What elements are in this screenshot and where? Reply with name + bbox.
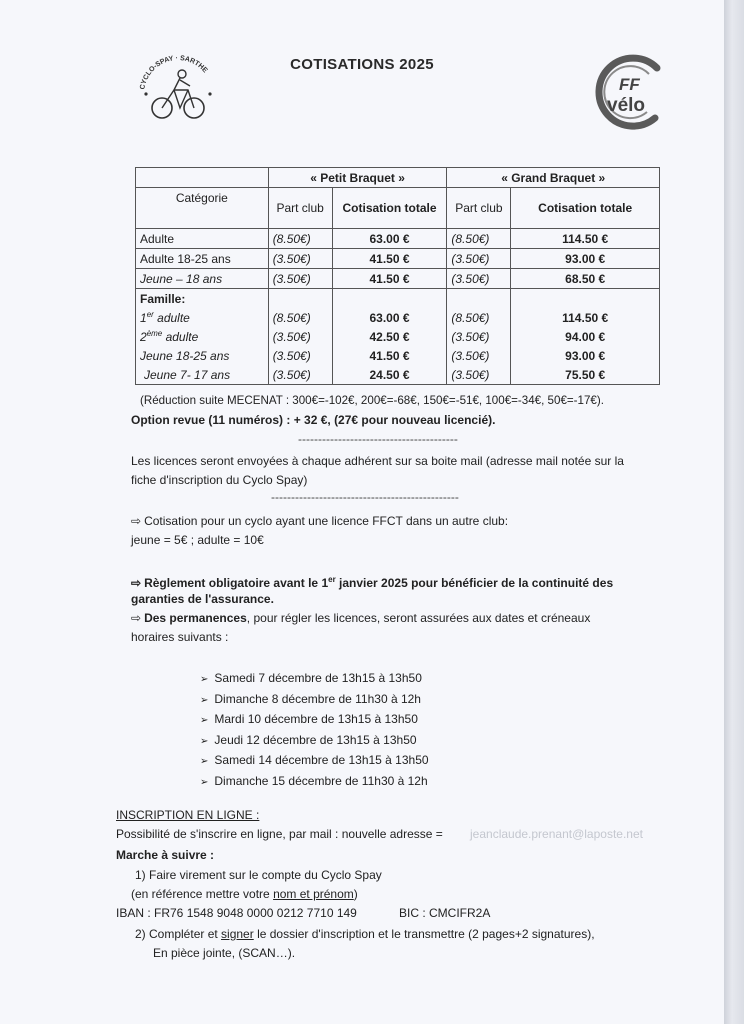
bic: BIC : CMCIFR2A (399, 906, 491, 920)
row-petit-part: (3.50€) (268, 365, 332, 385)
row-petit-part: (3.50€) (268, 327, 332, 346)
option-revue: Option revue (11 numéros) : + 32 €, (27€ pour nouveau licencié). (131, 413, 496, 427)
row-grand-total: 68.50 € (511, 269, 660, 289)
empty-cell (447, 289, 511, 309)
row-categorie: 2ème adulte (136, 327, 269, 346)
empty-cell (268, 289, 332, 309)
separator-2: ----------------------------------------------- (271, 490, 459, 504)
row-grand-part: (3.50€) (447, 346, 511, 365)
table-row (136, 308, 660, 327)
table-column-header (136, 188, 660, 229)
row-categorie: Jeune 7- 17 ans (136, 365, 269, 385)
list-item: ➢ Samedi 7 décembre de 13h15 à 13h50 (200, 669, 429, 690)
cotisation-autre-club-line-1: ⇨ Cotisation pour un cyclo ayant une licence FFCT dans un autre club: (131, 514, 509, 528)
col-petit-total: Cotisation totale (332, 188, 447, 229)
group-petit-braquet: « Petit Braquet » (268, 168, 447, 188)
reglement-line-1: ⇨ Règlement obligatoire avant le 1er janvier 2025 pour bénéficier de la continuité des (131, 575, 614, 590)
empty-corner-cell (136, 168, 269, 188)
table-group-header (136, 168, 660, 188)
step-2-line-2: En pièce jointe, (SCAN…). (153, 946, 296, 960)
row-categorie: Adulte (136, 229, 269, 249)
logo-left-text: CYCLO-SPAY · SARTHE (139, 54, 209, 91)
row-petit-total: 63.00 € (332, 308, 447, 327)
page-title: COTISATIONS 2025 (290, 56, 434, 73)
row-petit-total: 41.50 € (332, 249, 447, 269)
row-categorie: 1er adulte (136, 308, 269, 327)
col-grand-part: Part club (447, 188, 511, 229)
logo-right-ff: FF (619, 75, 640, 94)
mecenat-note: (Réduction suite MECENAT : 300€=-102€, 200€=-68€, 150€=-51€, 100€=-34€, 50€=-17€). (140, 394, 604, 407)
row-petit-total: 63.00 € (332, 229, 447, 249)
row-grand-total: 93.00 € (511, 346, 660, 365)
list-item: ➢ Samedi 14 décembre de 13h15 à 13h50 (200, 751, 429, 772)
list-item: ➢ Dimanche 8 décembre de 11h30 à 12h (200, 690, 429, 711)
row-grand-total: 93.00 € (511, 249, 660, 269)
row-grand-total: 75.50 € (511, 365, 660, 385)
empty-cell (511, 289, 660, 309)
row-petit-total: 24.50 € (332, 365, 447, 385)
row-categorie: Jeune – 18 ans (136, 269, 269, 289)
row-grand-total: 114.50 € (511, 308, 660, 327)
inscription-email-link[interactable]: jeanclaude.prenant@laposte.net (470, 827, 643, 841)
table-row (136, 249, 660, 269)
col-petit-part: Part club (268, 188, 332, 229)
table-row (136, 346, 660, 365)
step-1-line-1: 1) Faire virement sur le compte du Cyclo Spay (135, 868, 382, 882)
row-grand-part: (8.50€) (447, 229, 511, 249)
row-petit-part: (8.50€) (268, 308, 332, 327)
row-categorie: Adulte 18-25 ans (136, 249, 269, 269)
table-row-famille-label (136, 289, 660, 309)
iban: IBAN : FR76 1548 9048 0000 0212 7710 149 (116, 906, 357, 920)
row-grand-part: (3.50€) (447, 249, 511, 269)
cotisation-autre-club-line-2: jeune = 5€ ; adulte = 10€ (131, 533, 264, 547)
row-petit-total: 41.50 € (332, 269, 447, 289)
permanences-list (200, 669, 429, 793)
row-grand-total: 94.00 € (511, 327, 660, 346)
row-grand-total: 114.50 € (511, 229, 660, 249)
row-petit-total: 42.50 € (332, 327, 447, 346)
table-row (136, 327, 660, 346)
row-petit-part: (3.50€) (268, 346, 332, 365)
inscription-line-1: Possibilité de s'inscrire en ligne, par mail : nouvelle adresse = (116, 827, 443, 841)
row-petit-part: (3.50€) (268, 269, 332, 289)
row-petit-part: (3.50€) (268, 249, 332, 269)
reglement-line-2: garanties de l'assurance. (131, 592, 274, 606)
list-item: ➢ Dimanche 15 décembre de 11h30 à 12h (200, 772, 429, 793)
table-row (136, 229, 660, 249)
logo-right-velo: vélo (607, 95, 646, 116)
empty-cell (332, 289, 447, 309)
licences-line-1: Les licences seront envoyées à chaque adhérent sur sa boite mail (adresse mail notée sur la (131, 454, 624, 468)
famille-label: Famille: (136, 289, 269, 309)
permanences-line-2: horaires suivants : (131, 630, 229, 644)
separator-1: ---------------------------------------- (298, 432, 458, 446)
list-item: ➢ Mardi 10 décembre de 13h15 à 13h50 (200, 710, 429, 731)
arrow-icon: ⇨ (131, 514, 142, 528)
table-row (136, 365, 660, 385)
table-row (136, 269, 660, 289)
row-grand-part: (3.50€) (447, 365, 511, 385)
permanences-line-1: ⇨ Des permanences, pour régler les licences, seront assurées aux dates et créneaux (131, 611, 591, 625)
list-item: ➢ Jeudi 12 décembre de 13h15 à 13h50 (200, 731, 429, 752)
arrow-icon: ⇨ (131, 611, 142, 625)
col-grand-total: Cotisation totale (511, 188, 660, 229)
licences-line-2: fiche d'inscription du Cyclo Spay) (131, 473, 308, 487)
step-1-line-2: (en référence mettre votre nom et prénom) (131, 887, 358, 901)
row-grand-part: (3.50€) (447, 269, 511, 289)
page-edge (724, 0, 744, 1024)
row-grand-part: (8.50€) (447, 308, 511, 327)
row-petit-total: 41.50 € (332, 346, 447, 365)
inscription-title: INSCRIPTION EN LIGNE : (116, 808, 260, 822)
col-categorie: Catégorie (136, 188, 269, 229)
cotisations-table (135, 167, 660, 385)
row-petit-part: (8.50€) (268, 229, 332, 249)
row-grand-part: (3.50€) (447, 327, 511, 346)
group-grand-braquet: « Grand Braquet » (447, 168, 660, 188)
marche-a-suivre: Marche à suivre : (116, 848, 215, 862)
row-categorie: Jeune 18-25 ans (136, 346, 269, 365)
step-2-line-1: 2) Compléter et signer le dossier d'inscription et le transmettre (2 pages+2 signatures), (135, 927, 595, 941)
arrow-icon: ⇨ (131, 576, 142, 590)
